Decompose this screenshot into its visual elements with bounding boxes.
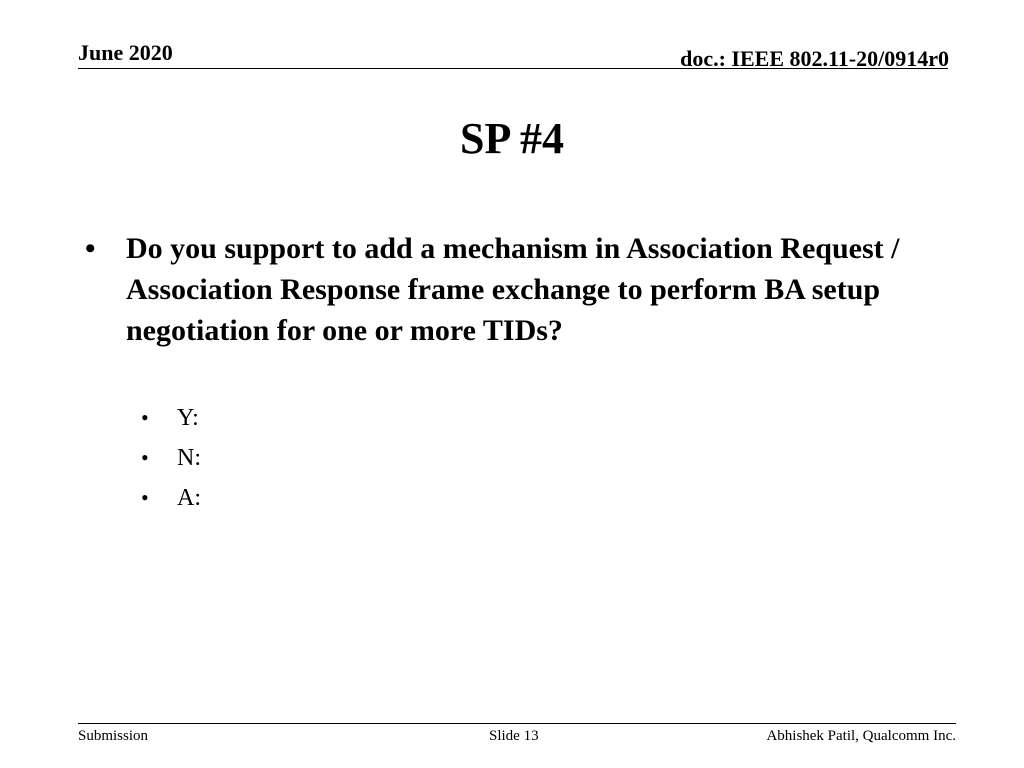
header-date: June 2020 bbox=[78, 40, 173, 65]
vote-option-label: N: bbox=[177, 445, 201, 471]
question-text: Do you support to add a mechanism in Association Request / Association Response frame exchange to perform BA setup negotiation for one or more TIDs? bbox=[126, 232, 900, 347]
vote-option-label: Y: bbox=[177, 405, 199, 431]
slide-title: SP #4 bbox=[460, 114, 564, 163]
footer-slide-number: Slide 13 bbox=[489, 728, 539, 744]
vote-options-list bbox=[141, 398, 201, 518]
header-doc-id: doc.: IEEE 802.11-20/0914r0 bbox=[680, 46, 949, 71]
footer-submission: Submission bbox=[78, 728, 149, 744]
vote-option-yes bbox=[141, 398, 201, 438]
question-bullet bbox=[85, 228, 965, 351]
bullet-marker: • bbox=[85, 232, 96, 265]
vote-option-label: A: bbox=[177, 485, 201, 511]
footer-divider bbox=[78, 723, 956, 724]
footer-author: Abhishek Patil, Qualcomm Inc. bbox=[766, 728, 956, 744]
bullet-marker: • bbox=[141, 405, 149, 430]
header-divider bbox=[78, 68, 948, 69]
bullet-marker: • bbox=[141, 485, 149, 510]
vote-option-no bbox=[141, 438, 201, 478]
bullet-marker: • bbox=[141, 445, 149, 470]
vote-option-abstain bbox=[141, 478, 201, 518]
